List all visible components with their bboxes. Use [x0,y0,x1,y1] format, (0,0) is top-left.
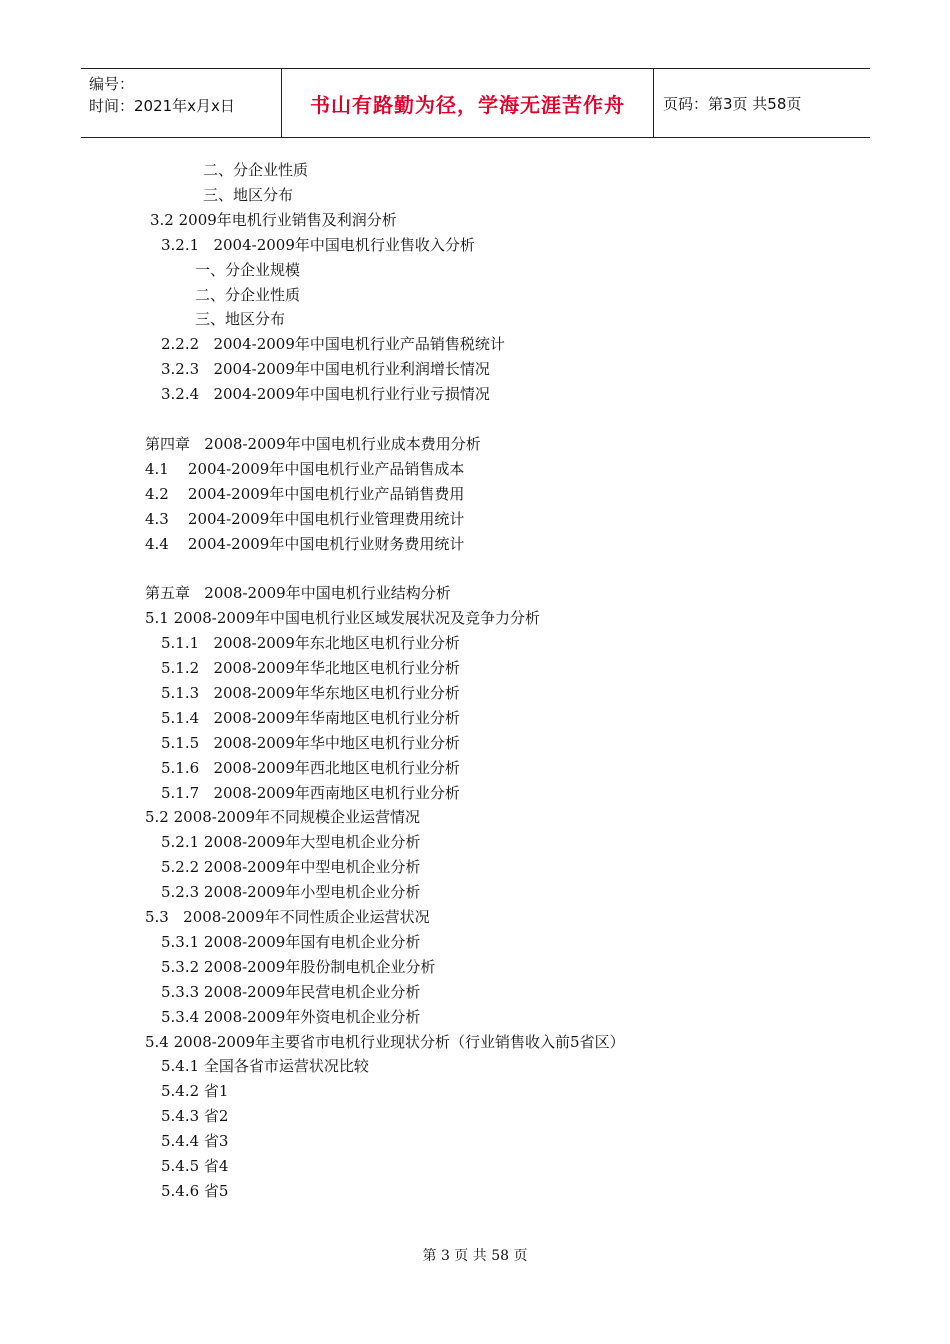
toc-entry: 4.3 2004-2009年中国电机行业管理费用统计 [145,509,465,528]
toc-entry: 4.4 2004-2009年中国电机行业财务费用统计 [145,534,465,553]
toc-entry: 5.1.6 2008-2009年西北地区电机行业分析 [161,758,460,777]
header-page-info: 页码：第3页 共58页 [663,94,802,113]
toc-entry: 5.1.5 2008-2009年华中地区电机行业分析 [161,733,460,752]
header-motto: 书山有路勤为径，学海无涯苦作舟 [282,69,654,137]
toc-entry: 5.2.3 2008-2009年小型电机企业分析 [161,883,421,902]
header-meta [81,69,282,137]
toc-entry: 2.2.2 2004-2009年中国电机行业产品销售税统计 [161,335,505,354]
toc-entry: 第五章 2008-2009年中国电机行业结构分析 [145,584,451,603]
toc-entry: 5.4 2008-2009年主要省市电机行业现状分析（行业销售收入前5省区） [145,1032,625,1051]
toc-entry: 5.3 2008-2009年不同性质企业运营状况 [145,908,430,926]
toc-entry: 5.1.4 2008-2009年华南地区电机行业分析 [161,708,460,727]
page-header [81,68,870,138]
toc-entry: 5.1.7 2008-2009年西南地区电机行业分析 [161,783,460,802]
document-number-label: 编号： [89,75,135,93]
toc-entry: 5.2.2 2008-2009年中型电机企业分析 [161,858,421,877]
toc-entry: 5.4.2 省1 [161,1082,229,1101]
toc-entry: 4.1 2004-2009年中国电机行业产品销售成本 [145,459,465,478]
toc-entry: 5.1.2 2008-2009年华北地区电机行业分析 [161,659,460,677]
toc-entry: 5.2.1 2008-2009年大型电机企业分析 [161,833,421,852]
toc-entry: 二、分企业性质 [195,285,301,304]
toc-entry: 4.2 2004-2009年中国电机行业产品销售费用 [145,484,465,503]
toc-entry: 5.1.1 2008-2009年东北地区电机行业分析 [161,634,460,653]
toc-entry: 3.2.4 2004-2009年中国电机行业行业亏损情况 [161,385,490,404]
toc-entry: 5.3.3 2008-2009年民营电机企业分析 [161,982,421,1001]
toc-entry: 3.2.1 2004-2009年中国电机行业售收入分析 [161,235,475,254]
document-time-label: 时间：2021年x月x日 [89,97,235,115]
toc-entry: 5.4.3 省2 [161,1107,229,1126]
toc-entry: 3.2 2009年电机行业销售及利润分析 [150,210,397,229]
toc-entry: 5.4.5 省4 [161,1157,229,1175]
toc-entry: 一、分企业规模 [195,260,301,279]
toc-entry: 5.3.1 2008-2009年国有电机企业分析 [161,932,421,951]
toc-entry: 二、分企业性质 [203,161,309,179]
toc-entry: 三、地区分布 [195,310,286,329]
toc-entry: 5.2 2008-2009年不同规模企业运营情况 [145,808,421,827]
toc-entry: 5.4.1 全国各省市运营状况比较 [161,1057,369,1076]
toc-entry: 第四章 2008-2009年中国电机行业成本费用分析 [145,434,481,453]
page-footer: 第 3 页 共 58 页 [422,1248,528,1264]
toc-entry: 5.3.2 2008-2009年股份制电机企业分析 [161,957,436,976]
toc-entry: 5.4.6 省5 [161,1181,229,1200]
toc-entry: 5.3.4 2008-2009年外资电机企业分析 [161,1007,421,1026]
toc-entry: 5.1 2008-2009年中国电机行业区域发展状况及竞争力分析 [145,609,541,628]
toc-entry: 三、地区分布 [203,185,294,204]
toc-entry: 3.2.3 2004-2009年中国电机行业利润增长情况 [161,360,490,379]
toc-entry: 5.4.4 省3 [161,1132,229,1151]
toc-entry: 5.1.3 2008-2009年华东地区电机行业分析 [161,683,460,702]
